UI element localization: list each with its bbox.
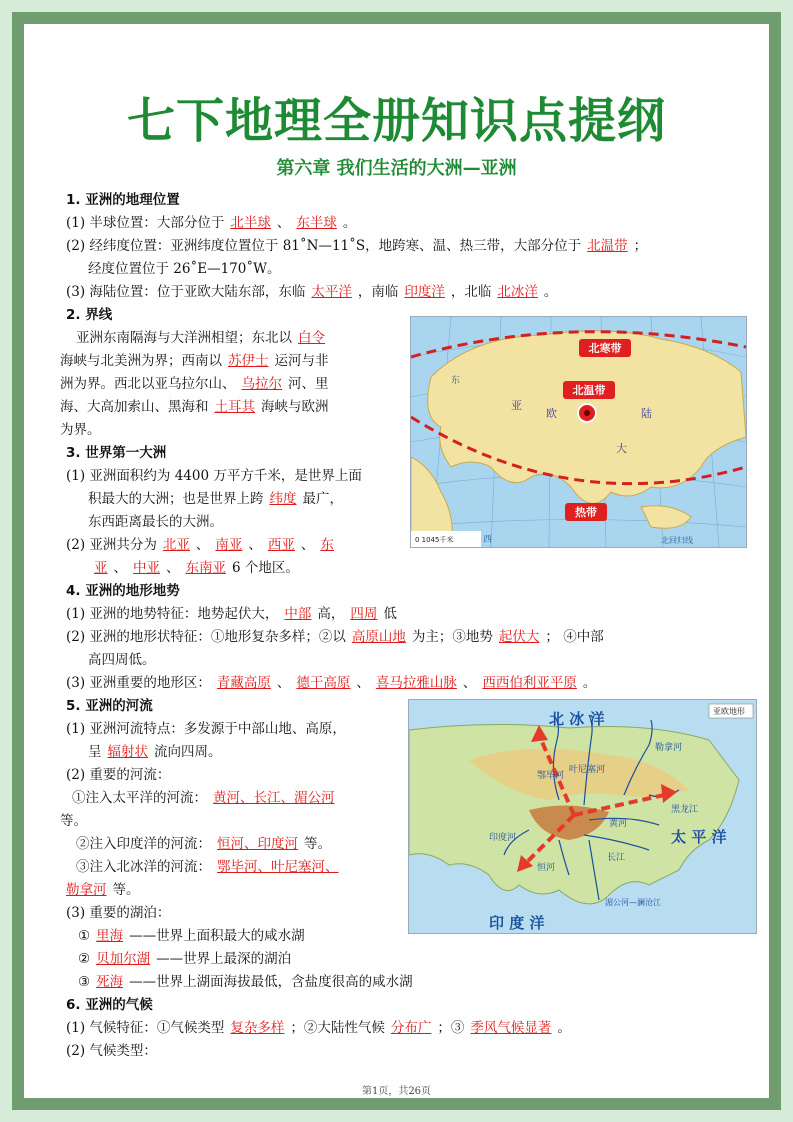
- s2-line-4: [60, 397, 329, 417]
- answer: 起伏大: [498, 629, 540, 645]
- answer: 死海: [96, 974, 124, 990]
- text: 亚洲东南隔海与大洋洲相望；东北以: [76, 330, 292, 346]
- text: 。: [342, 215, 357, 231]
- answer: 北亚: [162, 537, 190, 553]
- river-label-yellow: 黄河: [609, 819, 628, 829]
- s1-line-4: [66, 282, 557, 302]
- section-1-heading: 1. 亚洲的地理位置: [66, 192, 180, 208]
- answer: 东半球: [296, 215, 337, 231]
- answer: 苏伊士: [228, 353, 269, 369]
- map-label-sea-2: 西: [483, 535, 493, 545]
- text: (2) 经纬度位置：亚洲纬度位置位于 81˚N—11˚S，地跨寒、温、热三带，大部分位于: [66, 238, 582, 254]
- answer: 里海: [96, 928, 124, 944]
- river-label-ob: 鄂毕河: [537, 771, 565, 781]
- answer: 印度洋: [404, 284, 445, 300]
- s5-line-8: [60, 880, 140, 900]
- answer: 东南亚: [185, 560, 226, 576]
- s6-line-2: (2) 气候类型：: [66, 1043, 157, 1059]
- text: ①: [78, 928, 91, 944]
- answer: 季风气候显著: [470, 1020, 552, 1036]
- river-label-heilong: 黑龙江: [671, 805, 699, 815]
- map-label-asia-2: 欧: [546, 407, 557, 420]
- answer: 喜马拉雅山脉: [375, 675, 457, 691]
- answer: 贝加尔湖: [96, 951, 151, 967]
- s2-line-3: [60, 374, 329, 394]
- text: 。: [582, 675, 597, 691]
- temperate-zone-label: 北温带: [572, 384, 606, 397]
- text: ，北临: [450, 284, 492, 300]
- text: 海峡与欧洲: [261, 399, 329, 415]
- text: 。: [543, 284, 558, 300]
- s5-line-9: (3) 重要的湖泊：: [66, 905, 171, 921]
- document-page: [24, 24, 769, 1098]
- text: ——世界上最深的湖泊: [156, 951, 292, 967]
- s4-line-1: [66, 604, 397, 624]
- text: ①注入太平洋的河流：: [72, 790, 207, 806]
- s4-line-2: [66, 627, 604, 647]
- text: (3) 海陆位置：位于亚欧大陆东部，东临: [66, 284, 306, 300]
- answer: 乌拉尔: [241, 376, 282, 392]
- s5-line-4: [72, 788, 341, 808]
- text: ，南临: [357, 284, 399, 300]
- answer: 勒拿河: [66, 882, 107, 898]
- answer: 西亚: [267, 537, 295, 553]
- text: 流向四周。: [154, 744, 222, 760]
- s6-line-1: [66, 1018, 571, 1038]
- answer: 土耳其: [214, 399, 255, 415]
- answer: 南亚: [215, 537, 243, 553]
- ocean-label-indian: 印 度 洋: [489, 914, 545, 932]
- s2-line-5: 为界。: [60, 422, 101, 438]
- text: 、: [276, 215, 291, 231]
- text: ；: [633, 238, 648, 254]
- text: 、: [166, 560, 180, 576]
- text: 最广，: [302, 491, 343, 507]
- river-label-yenisei: 叶尼塞河: [569, 765, 606, 775]
- answer: 黄河、长江、湄公河: [213, 790, 335, 806]
- section-6-heading: 6. 亚洲的气候: [66, 997, 153, 1013]
- river-label-yangtze: 长江: [607, 853, 626, 863]
- s5-line-7: [76, 857, 345, 877]
- text: ——世界上湖面海拔最低，含盐度很高的咸水湖: [129, 974, 413, 990]
- s2-line-1: [76, 328, 331, 348]
- s5-line-12: [78, 972, 413, 992]
- s3-line-2: [88, 489, 343, 509]
- text: 洲为界。西北以亚乌拉尔山、: [60, 376, 236, 392]
- s3-line-5: [88, 558, 299, 578]
- text: ；②大陆性气候: [290, 1020, 385, 1036]
- river-label-ganges: 恒河: [537, 863, 556, 873]
- text: 、: [356, 675, 370, 691]
- asia-climate-zone-map: [410, 316, 747, 548]
- text: 6 个地区。: [232, 560, 299, 576]
- s5-line-3: (2) 重要的河流：: [66, 767, 171, 783]
- text: ②注入印度洋的河流：: [76, 836, 211, 852]
- answer: 北半球: [230, 215, 271, 231]
- text: 运河与非: [274, 353, 329, 369]
- section-5-heading: 5. 亚洲的河流: [66, 698, 153, 714]
- answer: 亚: [94, 560, 108, 576]
- tropic-zone-label: 热带: [575, 506, 597, 519]
- map-label-asia-3: 陆: [641, 407, 652, 420]
- text: ——世界上面积最大的咸水湖: [129, 928, 305, 944]
- map-label-asia-4: 大: [616, 442, 627, 455]
- text: 。: [557, 1020, 571, 1036]
- section-2-heading: 2. 界线: [66, 307, 113, 323]
- answer: 鄂毕河、叶尼塞河、: [217, 859, 339, 875]
- s4-line-4: [66, 673, 596, 693]
- s2-line-2: [60, 351, 329, 371]
- text: 、: [195, 537, 210, 553]
- text: 积最大的大洲；也是世界上跨: [88, 491, 264, 507]
- s1-line-3: 经度位置位于 26˚E—170˚W。: [88, 261, 281, 277]
- text: ③: [78, 974, 91, 990]
- text: ③注入北冰洋的河流：: [76, 859, 211, 875]
- text: (1) 半球位置：大部分位于: [66, 215, 225, 231]
- location-marker-dot: [584, 410, 590, 416]
- text: 呈: [88, 744, 102, 760]
- scale-bar: 0 1045千米: [415, 536, 454, 544]
- map-label-sea-1: 东: [451, 376, 461, 386]
- river-label-indus: 印度河: [489, 833, 517, 843]
- section-3-heading: 3. 世界第一大洲: [66, 445, 167, 461]
- chapter-title: 第六章 我们生活的大洲—亚洲: [276, 158, 517, 179]
- answer: 中亚: [133, 560, 160, 576]
- map2-legend: 亚欧地形: [713, 707, 745, 716]
- answer: 纬度: [269, 491, 297, 507]
- answer: 北温带: [587, 238, 628, 254]
- text: (2) 亚洲的地形状特征：①地形复杂多样；②以: [66, 629, 346, 645]
- answer: 辐射状: [107, 744, 148, 760]
- s5-line-5: 等。: [60, 813, 87, 829]
- answer: 分布广: [390, 1020, 432, 1036]
- s3-line-4: [66, 535, 340, 555]
- river-label-mekong: 湄公河—澜沧江: [605, 898, 661, 907]
- ocean-label-pacific: 太 平 洋: [671, 828, 727, 846]
- ocean-label-arctic: 北 冰 洋: [549, 710, 605, 728]
- text: 、: [276, 675, 291, 691]
- text: 、: [300, 537, 315, 553]
- river-map-svg: [409, 700, 756, 933]
- text: (1) 气候特征：①气候类型: [66, 1020, 225, 1036]
- document-title: 七下地理全册知识点提纲: [126, 93, 666, 149]
- page-footer: 第1页，共26页: [361, 1086, 432, 1097]
- asia-river-terrain-map: [408, 699, 757, 934]
- climate-map-svg: [411, 317, 746, 547]
- text: 、: [248, 537, 262, 553]
- text: 海峡与北美洲为界；西南以: [60, 353, 222, 369]
- text: 、: [113, 560, 127, 576]
- s5-line-10: [78, 926, 305, 946]
- answer: 太平洋: [311, 284, 352, 300]
- text: 为主；③地势: [411, 629, 493, 645]
- map-label-asia-1: 亚: [511, 399, 522, 412]
- answer: 四周: [350, 606, 378, 622]
- s1-line-2: [66, 236, 647, 256]
- text: 海、大高加索山、黑海和: [60, 399, 209, 415]
- s3-line-3: 东西距离最长的大洲。: [88, 514, 223, 530]
- text: 、: [462, 675, 477, 691]
- answer: 复杂多样: [230, 1020, 285, 1036]
- text: 低: [383, 606, 397, 622]
- s5-line-6: [76, 834, 331, 854]
- cold-zone-label: 北寒带: [588, 342, 622, 355]
- answer: 德干高原: [296, 675, 351, 691]
- text: ②: [78, 951, 91, 967]
- s5-line-2: [88, 742, 222, 762]
- text: (3) 亚洲重要的地形区：: [66, 675, 211, 691]
- answer: 青藏高原: [216, 675, 271, 691]
- text: ； ④中部: [545, 629, 604, 645]
- text: 等。: [304, 836, 331, 852]
- map-label-sea-3: 北回归线: [661, 536, 693, 545]
- text: 等。: [112, 882, 140, 898]
- answer: 白令: [298, 330, 325, 346]
- text: 河、里: [288, 376, 329, 392]
- answer: 西西伯利亚平原: [482, 675, 577, 691]
- answer: 中部: [284, 606, 312, 622]
- s3-line-1: (1) 亚洲面积约为 4400 万平方千米，是世界上面: [66, 468, 362, 484]
- s4-line-3: 高四周低。: [88, 652, 156, 668]
- answer: 东: [320, 537, 334, 553]
- answer: 北冰洋: [497, 284, 538, 300]
- text: 高，: [317, 606, 345, 622]
- river-label-lena: 勒拿河: [655, 743, 683, 753]
- text: (1) 亚洲的地势特征：地势起伏大，: [66, 606, 279, 622]
- section-4-heading: 4. 亚洲的地形地势: [66, 583, 180, 599]
- answer: 高原山地: [351, 629, 406, 645]
- text: (2) 亚洲共分为: [66, 537, 157, 553]
- answer: 恒河、印度河: [217, 836, 298, 852]
- text: ；③: [437, 1020, 465, 1036]
- s5-line-11: [78, 949, 291, 969]
- s1-line-1: [66, 213, 356, 233]
- s5-line-1: (1) 亚洲河流特点：多发源于中部山地、高原，: [66, 721, 346, 737]
